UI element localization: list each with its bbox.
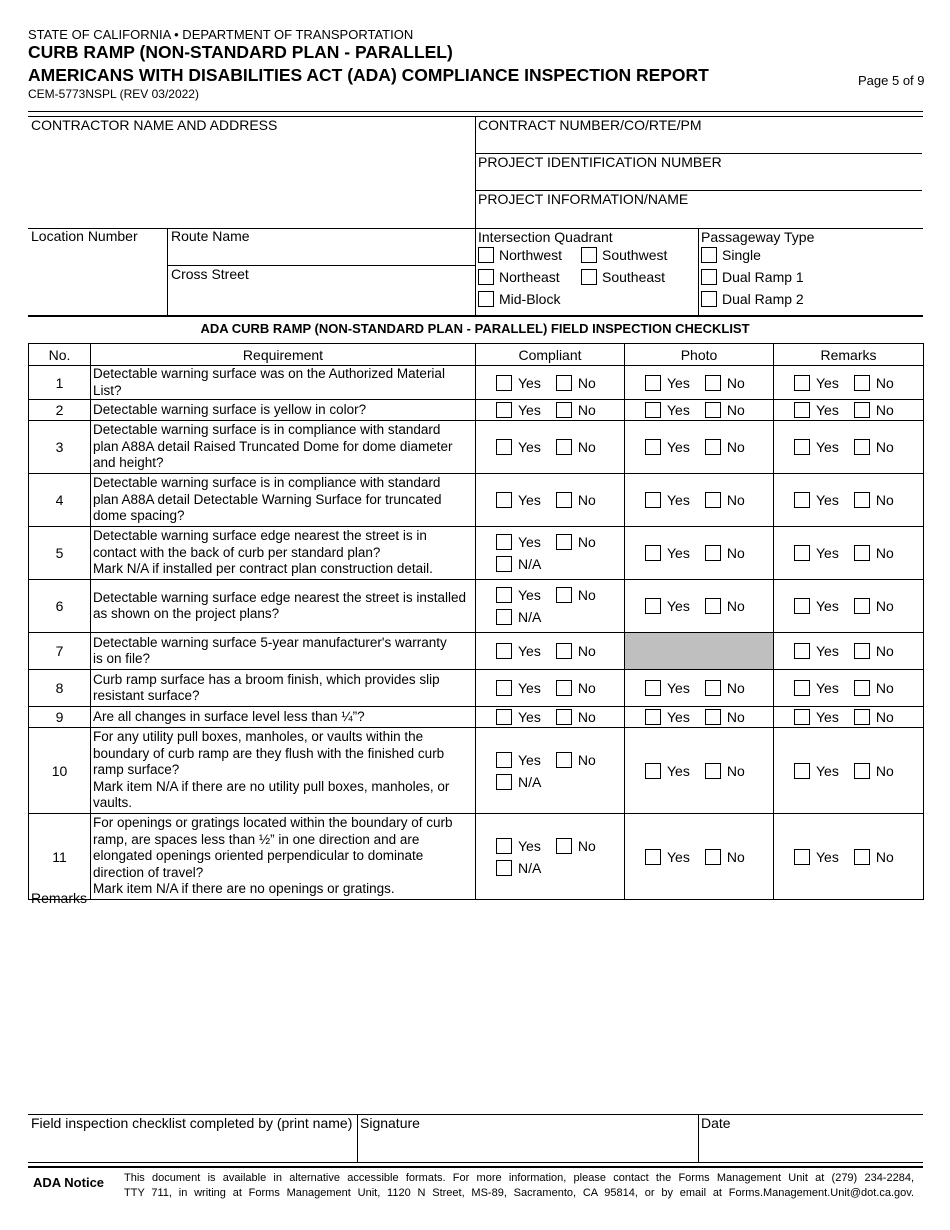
requirement-text: Detectable warning surface 5-year manufacturer's warranty is on file?	[91, 633, 476, 670]
checkbox-box[interactable]	[794, 680, 810, 696]
checkbox-box[interactable]	[645, 439, 661, 455]
checkbox-box[interactable]	[496, 709, 512, 725]
checkbox-box[interactable]	[496, 609, 512, 625]
compliant-no-checkbox[interactable]: No	[556, 838, 596, 854]
quadrant-mid-block-checkbox[interactable]: Mid-Block	[478, 291, 560, 307]
divider	[28, 1166, 923, 1168]
table-row	[29, 728, 924, 814]
remarks-no-checkbox[interactable]: No	[854, 545, 894, 561]
remarks-cell	[774, 366, 924, 400]
photo-cell	[625, 728, 774, 814]
compliant-yes-checkbox[interactable]: Yes	[496, 643, 541, 659]
checkbox-box[interactable]	[496, 587, 512, 603]
photo-cell	[625, 707, 774, 728]
divider	[698, 1114, 699, 1162]
table-row	[29, 633, 924, 670]
checkbox-box[interactable]	[705, 402, 721, 418]
compliant-cell	[476, 474, 625, 527]
compliant-na-checkbox[interactable]: N/A	[496, 860, 541, 876]
checkbox-box[interactable]	[701, 247, 717, 263]
checkbox-box[interactable]	[794, 709, 810, 725]
compliant-no-checkbox[interactable]: No	[556, 643, 596, 659]
checkbox-box[interactable]	[496, 492, 512, 508]
compliant-na-checkbox[interactable]: N/A	[496, 609, 541, 625]
checkbox-box[interactable]	[556, 709, 572, 725]
compliant-yes-checkbox[interactable]: Yes	[496, 838, 541, 854]
photo-no-checkbox[interactable]: No	[705, 709, 745, 725]
checkbox-box[interactable]	[645, 492, 661, 508]
compliant-no-checkbox[interactable]: No	[556, 534, 596, 550]
compliant-yes-checkbox[interactable]: Yes	[496, 375, 541, 391]
checkbox-box[interactable]	[794, 598, 810, 614]
requirement-text: Are all changes in surface level less than ¼”?	[91, 707, 476, 728]
photo-yes-checkbox[interactable]: Yes	[645, 849, 690, 865]
checkbox-box[interactable]	[705, 709, 721, 725]
remarks-cell	[774, 728, 924, 814]
checkbox-box[interactable]	[581, 269, 597, 285]
compliant-na-checkbox[interactable]: N/A	[496, 774, 541, 790]
photo-cell	[625, 527, 774, 580]
intersection-quadrant-label: Intersection Quadrant	[478, 229, 613, 245]
remarks-yes-checkbox[interactable]: Yes	[794, 680, 839, 696]
remarks-yes-checkbox[interactable]: Yes	[794, 545, 839, 561]
checkbox-box[interactable]	[645, 849, 661, 865]
checkbox-box[interactable]	[645, 375, 661, 391]
checkbox-box[interactable]	[794, 439, 810, 455]
checkbox-box[interactable]	[478, 247, 494, 263]
checkbox-box[interactable]	[496, 534, 512, 550]
photo-yes-checkbox[interactable]: Yes	[645, 763, 690, 779]
requirement-text: Detectable warning surface is yellow in color?	[91, 400, 476, 421]
checkbox-box[interactable]	[854, 849, 870, 865]
remarks-no-checkbox[interactable]: No	[854, 763, 894, 779]
remarks-cell	[774, 474, 924, 527]
remarks-no-checkbox[interactable]: No	[854, 680, 894, 696]
table-row	[29, 366, 924, 400]
photo-no-checkbox[interactable]: No	[705, 375, 745, 391]
photo-cell	[625, 633, 774, 670]
table-row	[29, 474, 924, 527]
column-header-remarks: Remarks	[774, 344, 924, 366]
checkbox-box[interactable]	[496, 774, 512, 790]
remarks-no-checkbox[interactable]: No	[854, 439, 894, 455]
ada-notice-text: This document is available in alternative accessible formats. For more information, please contact the Forms Management Unit at (279) 234-2284, TTY 711, in writing at Forms Management Unit, 1120 N Street, MS-89, Sacramento, CA 95814, or by email at Forms.Management.Unit@dot.ca.gov.	[124, 1172, 914, 1199]
passageway-dual-ramp-1-checkbox[interactable]: Dual Ramp 1	[701, 269, 804, 285]
checkbox-box[interactable]	[581, 247, 597, 263]
item-number: 7	[29, 633, 91, 670]
requirement-text: Detectable warning surface is in compliance with standard plan A88A detail Raised Truncated Dome for dome diameter and height?	[91, 421, 476, 474]
photo-cell	[625, 670, 774, 707]
divider	[357, 1114, 358, 1162]
checkbox-box[interactable]	[794, 643, 810, 659]
compliant-na-checkbox[interactable]: N/A	[496, 556, 541, 572]
remarks-no-checkbox[interactable]: No	[854, 849, 894, 865]
compliant-yes-checkbox[interactable]: Yes	[496, 439, 541, 455]
photo-no-checkbox[interactable]: No	[705, 598, 745, 614]
divider	[28, 315, 923, 317]
compliant-cell	[476, 670, 625, 707]
item-number: 11	[29, 814, 91, 900]
compliant-yes-checkbox[interactable]: Yes	[496, 534, 541, 550]
requirement-text: Detectable warning surface edge nearest the street is in contact with the back of curb per standard plan? Mark N/A if installed per contract plan construction detail.	[91, 527, 476, 580]
compliant-yes-checkbox[interactable]: Yes	[496, 402, 541, 418]
page-number: Page 5 of 9	[858, 73, 925, 88]
checkbox-box[interactable]	[478, 269, 494, 285]
checkbox-box[interactable]	[854, 439, 870, 455]
compliant-yes-checkbox[interactable]: Yes	[496, 587, 541, 603]
checkbox-box[interactable]	[645, 680, 661, 696]
compliant-no-checkbox[interactable]: No	[556, 587, 596, 603]
table-row	[29, 670, 924, 707]
divider	[28, 1162, 923, 1163]
photo-yes-checkbox[interactable]: Yes	[645, 402, 690, 418]
form-subtitle: AMERICANS WITH DISABILITIES ACT (ADA) COMPLIANCE INSPECTION REPORT	[28, 65, 709, 85]
photo-cell	[625, 400, 774, 421]
checkbox-box[interactable]	[705, 598, 721, 614]
checkbox-box[interactable]	[496, 680, 512, 696]
checkbox-box[interactable]	[854, 598, 870, 614]
checkbox-box[interactable]	[701, 269, 717, 285]
photo-cell	[625, 474, 774, 527]
item-number: 1	[29, 366, 91, 400]
checkbox-box[interactable]	[556, 680, 572, 696]
remarks-cell	[774, 421, 924, 474]
checkbox-box[interactable]	[705, 680, 721, 696]
photo-no-checkbox[interactable]: No	[705, 545, 745, 561]
photo-no-checkbox[interactable]: No	[705, 763, 745, 779]
checkbox-box[interactable]	[496, 402, 512, 418]
cross-street-field[interactable]: Cross Street	[171, 266, 249, 282]
checkbox-box[interactable]	[556, 439, 572, 455]
remarks-cell	[774, 580, 924, 633]
photo-no-checkbox[interactable]: No	[705, 439, 745, 455]
compliant-cell	[476, 421, 625, 474]
checkbox-box[interactable]	[794, 545, 810, 561]
compliant-no-checkbox[interactable]: No	[556, 680, 596, 696]
compliant-cell	[476, 580, 625, 633]
agency-name: STATE OF CALIFORNIA • DEPARTMENT OF TRANSPORTATION	[28, 27, 414, 42]
form-title: CURB RAMP (NON-STANDARD PLAN - PARALLEL)	[28, 42, 453, 62]
photo-yes-checkbox[interactable]: Yes	[645, 492, 690, 508]
photo-cell	[625, 421, 774, 474]
remarks-no-checkbox[interactable]: No	[854, 643, 894, 659]
route-name-field[interactable]: Route Name	[171, 228, 250, 244]
passageway-type-label: Passageway Type	[701, 229, 815, 245]
remarks-no-checkbox[interactable]: No	[854, 375, 894, 391]
ada-notice-label: ADA Notice	[33, 1175, 105, 1190]
checkbox-box[interactable]	[705, 763, 721, 779]
checkbox-box[interactable]	[645, 763, 661, 779]
photo-yes-checkbox[interactable]: Yes	[645, 680, 690, 696]
table-row	[29, 400, 924, 421]
contractor-name-field[interactable]: CONTRACTOR NAME AND ADDRESS	[31, 117, 278, 133]
checkbox-box[interactable]	[556, 587, 572, 603]
checkbox-box[interactable]	[854, 709, 870, 725]
item-number: 5	[29, 527, 91, 580]
remarks-no-checkbox[interactable]: No	[854, 402, 894, 418]
remarks-yes-checkbox[interactable]: Yes	[794, 375, 839, 391]
compliant-cell	[476, 400, 625, 421]
compliant-cell	[476, 707, 625, 728]
checkbox-box[interactable]	[794, 402, 810, 418]
checkbox-box[interactable]	[854, 492, 870, 508]
compliant-yes-checkbox[interactable]: Yes	[496, 709, 541, 725]
date-field[interactable]: Date	[701, 1115, 731, 1131]
checkbox-box[interactable]	[496, 643, 512, 659]
completed-by-field[interactable]: Field inspection checklist completed by (print name)	[31, 1115, 353, 1131]
photo-cell	[625, 580, 774, 633]
divider	[167, 228, 168, 316]
compliant-no-checkbox[interactable]: No	[556, 752, 596, 768]
remarks-cell	[774, 707, 924, 728]
divider	[28, 111, 923, 112]
quadrant-southeast-checkbox[interactable]: Southeast	[581, 269, 665, 285]
remarks-yes-checkbox[interactable]: Yes	[794, 849, 839, 865]
column-header-compliant: Compliant	[476, 344, 625, 366]
item-number: 10	[29, 728, 91, 814]
checkbox-box[interactable]	[854, 402, 870, 418]
remarks-yes-checkbox[interactable]: Yes	[794, 598, 839, 614]
checkbox-box[interactable]	[705, 439, 721, 455]
checkbox-box[interactable]	[705, 492, 721, 508]
remarks-yes-checkbox[interactable]: Yes	[794, 402, 839, 418]
compliant-cell	[476, 814, 625, 900]
item-number: 8	[29, 670, 91, 707]
checklist-table	[28, 343, 924, 900]
compliant-cell	[476, 366, 625, 400]
remarks-cell	[774, 814, 924, 900]
remarks-cell	[774, 400, 924, 421]
checkbox-box[interactable]	[556, 402, 572, 418]
remarks-no-checkbox[interactable]: No	[854, 492, 894, 508]
checkbox-box[interactable]	[496, 439, 512, 455]
requirement-text: Curb ramp surface has a broom finish, which provides slip resistant surface?	[91, 670, 476, 707]
checkbox-box[interactable]	[478, 291, 494, 307]
photo-cell	[625, 814, 774, 900]
compliant-no-checkbox[interactable]: No	[556, 402, 596, 418]
form-number: CEM-5773NSPL (REV 03/2022)	[28, 87, 199, 101]
checklist-header-row	[29, 344, 924, 366]
location-number-field[interactable]: Location Number	[31, 228, 138, 244]
passageway-single-checkbox[interactable]: Single	[701, 247, 761, 263]
remarks-yes-checkbox[interactable]: Yes	[794, 763, 839, 779]
checkbox-box[interactable]	[645, 709, 661, 725]
checkbox-box[interactable]	[794, 375, 810, 391]
photo-yes-checkbox[interactable]: Yes	[645, 709, 690, 725]
project-id-field[interactable]: PROJECT IDENTIFICATION NUMBER	[478, 154, 722, 170]
checkbox-box[interactable]	[705, 849, 721, 865]
remarks-cell	[774, 670, 924, 707]
checkbox-box[interactable]	[794, 763, 810, 779]
photo-no-checkbox[interactable]: No	[705, 680, 745, 696]
quadrant-northeast-checkbox[interactable]: Northeast	[478, 269, 560, 285]
column-header-requirement: Requirement	[91, 344, 476, 366]
checkbox-box[interactable]	[556, 752, 572, 768]
checkbox-box[interactable]	[496, 375, 512, 391]
requirement-text: For any utility pull boxes, manholes, or vaults within the boundary of curb ramp are they flush with the finished curb ramp surface? Mark item N/A if there are no utility pull boxes, manholes, or vaults.	[91, 728, 476, 814]
quadrant-southwest-checkbox[interactable]: Southwest	[581, 247, 667, 263]
divider	[698, 228, 699, 316]
checkbox-box[interactable]	[556, 375, 572, 391]
photo-no-checkbox[interactable]: No	[705, 402, 745, 418]
compliant-no-checkbox[interactable]: No	[556, 439, 596, 455]
photo-cell	[625, 366, 774, 400]
checkbox-box[interactable]	[854, 680, 870, 696]
checkbox-box[interactable]	[854, 375, 870, 391]
requirement-text: Detectable warning surface was on the Authorized Material List?	[91, 366, 476, 400]
compliant-cell	[476, 527, 625, 580]
photo-yes-checkbox[interactable]: Yes	[645, 439, 690, 455]
column-header-no: No.	[29, 344, 91, 366]
checkbox-box[interactable]	[556, 643, 572, 659]
passageway-dual-ramp-2-checkbox[interactable]: Dual Ramp 2	[701, 291, 804, 307]
remarks-yes-checkbox[interactable]: Yes	[794, 709, 839, 725]
item-number: 6	[29, 580, 91, 633]
checkbox-box[interactable]	[854, 545, 870, 561]
item-number: 9	[29, 707, 91, 728]
requirement-text: Detectable warning surface edge nearest the street is installed as shown on the project plans?	[91, 580, 476, 633]
compliant-no-checkbox[interactable]: No	[556, 709, 596, 725]
contract-number-field[interactable]: CONTRACT NUMBER/CO/RTE/PM	[478, 117, 702, 133]
compliant-cell	[476, 728, 625, 814]
checkbox-box[interactable]	[645, 545, 661, 561]
checkbox-box[interactable]	[496, 860, 512, 876]
compliant-yes-checkbox[interactable]: Yes	[496, 492, 541, 508]
divider	[475, 116, 476, 316]
quadrant-northwest-checkbox[interactable]: Northwest	[478, 247, 562, 263]
checklist-title: ADA CURB RAMP (NON-STANDARD PLAN - PARALLEL) FIELD INSPECTION CHECKLIST	[200, 321, 750, 336]
checkbox-box[interactable]	[794, 492, 810, 508]
checkbox-box[interactable]	[496, 838, 512, 854]
checkbox-box[interactable]	[645, 598, 661, 614]
compliant-yes-checkbox[interactable]: Yes	[496, 680, 541, 696]
table-row	[29, 421, 924, 474]
remarks-field[interactable]: Remarks	[31, 890, 88, 906]
item-number: 3	[29, 421, 91, 474]
compliant-no-checkbox[interactable]: No	[556, 492, 596, 508]
remarks-yes-checkbox[interactable]: Yes	[794, 492, 839, 508]
remarks-yes-checkbox[interactable]: Yes	[794, 643, 839, 659]
compliant-no-checkbox[interactable]: No	[556, 375, 596, 391]
table-row	[29, 814, 924, 900]
item-number: 2	[29, 400, 91, 421]
photo-no-checkbox[interactable]: No	[705, 492, 745, 508]
checkbox-box[interactable]	[705, 375, 721, 391]
table-row	[29, 707, 924, 728]
remarks-no-checkbox[interactable]: No	[854, 709, 894, 725]
photo-yes-checkbox[interactable]: Yes	[645, 545, 690, 561]
checkbox-box[interactable]	[496, 556, 512, 572]
remarks-yes-checkbox[interactable]: Yes	[794, 439, 839, 455]
checkbox-box[interactable]	[794, 849, 810, 865]
checkbox-box[interactable]	[645, 402, 661, 418]
compliant-yes-checkbox[interactable]: Yes	[496, 752, 541, 768]
checkbox-box[interactable]	[496, 752, 512, 768]
checkbox-box[interactable]	[556, 492, 572, 508]
remarks-no-checkbox[interactable]: No	[854, 598, 894, 614]
remarks-cell	[774, 633, 924, 670]
checkbox-box[interactable]	[705, 545, 721, 561]
project-info-field[interactable]: PROJECT INFORMATION/NAME	[478, 191, 689, 207]
compliant-cell	[476, 633, 625, 670]
photo-no-checkbox[interactable]: No	[705, 849, 745, 865]
column-header-photo: Photo	[625, 344, 774, 366]
requirement-text: Detectable warning surface is in compliance with standard plan A88A detail Detectable Warning Surface for truncated dome spacing?	[91, 474, 476, 527]
photo-yes-checkbox[interactable]: Yes	[645, 375, 690, 391]
signature-field[interactable]: Signature	[360, 1115, 420, 1131]
checkbox-box[interactable]	[854, 643, 870, 659]
checkbox-box[interactable]	[701, 291, 717, 307]
table-row	[29, 527, 924, 580]
checkbox-box[interactable]	[556, 534, 572, 550]
table-row	[29, 580, 924, 633]
item-number: 4	[29, 474, 91, 527]
checkbox-box[interactable]	[854, 763, 870, 779]
photo-yes-checkbox[interactable]: Yes	[645, 598, 690, 614]
checkbox-box[interactable]	[556, 838, 572, 854]
requirement-text: For openings or gratings located within the boundary of curb ramp, are spaces less than ½” in one direction and are elongated openings oriented perpendicular to dominate direction of travel? Mark item N/A if there are no openings or gratings.	[91, 814, 476, 900]
remarks-cell	[774, 527, 924, 580]
